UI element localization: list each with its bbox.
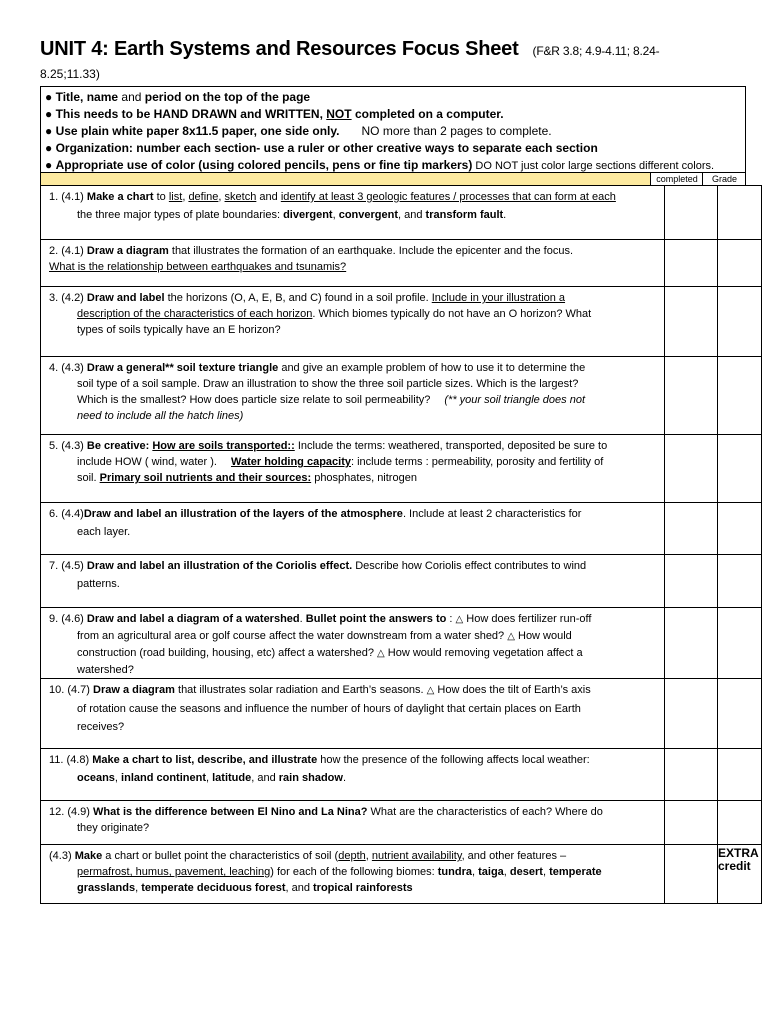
task-5: 5. (4.3) Be creative: How are soils transported:: Include the terms: weathered, transported, deposited be sure to include HOW ( wind, water ). Water holding capacity: include terms : permeability, porosity and fertility of soil. Primary soil nutrients and their sources: phosphates, nitrogen [41, 435, 665, 503]
grade-cell[interactable] [718, 503, 762, 555]
grade-cell[interactable] [718, 186, 762, 240]
table-row [41, 749, 762, 801]
task-2: 2. (4.1) Draw a diagram that illustrates the formation of an earthquake. Include the epicenter and the focus. What is the relationship between earthquakes and tsunamis? [41, 240, 665, 287]
grade-cell[interactable] [718, 555, 762, 608]
completed-cell[interactable] [665, 749, 718, 801]
title-reference: (F&R 3.8; 4.9-4.11; 8.24- [532, 44, 660, 58]
grade-cell[interactable] [718, 357, 762, 435]
header-highlight [41, 173, 650, 185]
task-7: 7. (4.5) Draw and label an illustration of the Coriolis effect. Describe how Coriolis effect contributes to wind patterns. [41, 555, 665, 608]
tasks-table [40, 185, 762, 904]
task-11: 11. (4.8) Make a chart to list, describe, and illustrate how the presence of the following affects local weather: oceans, inland continent, latitude, and rain shadow. [41, 749, 665, 801]
completed-cell[interactable] [665, 503, 718, 555]
task-3: 3. (4.2) Draw and label the horizons (O, A, E, B, and C) found in a soil profile. Include in your illustration a description of the characteristics of each horizon. Which biomes typically do not have an O horizon? What types of soils typically have an E horizon? [41, 287, 665, 357]
grade-cell[interactable] [718, 240, 762, 287]
completed-cell[interactable] [665, 555, 718, 608]
task-10: 10. (4.7) Draw a diagram that illustrates solar radiation and Earth’s seasons. △ How does the tilt of Earth’s axis of rotation cause the seasons and influence the number of hours of daylight that certain places on Earth receives? [41, 679, 665, 749]
table-row [41, 608, 762, 679]
completed-cell[interactable] [665, 801, 718, 845]
table-row [41, 845, 762, 904]
completed-cell[interactable] [665, 357, 718, 435]
task-extra: (4.3) Make a chart or bullet point the characteristics of soil (depth, nutrient availability, and other features – permafrost, humus, pavement, leaching) for each of the following biomes: tundra, taiga, desert, temperate grasslands, temperate deciduous forest, and tropical rainforests [41, 845, 665, 904]
page-title [40, 38, 740, 61]
instruction-line: ● Organization: number each section- use a ruler or other creative ways to separate each section [45, 141, 598, 155]
table-row [41, 357, 762, 435]
instruction-line: ● Appropriate use of color (using colored pencils, pens or fine tip markers) DO NOT just color large sections different colors. [45, 158, 715, 172]
task-4: 4. (4.3) Draw a general** soil texture triangle and give an example problem of how to use it to determine the soil type of a soil sample. Draw an illustration to show the three soil particle sizes. Which is the largest? Which is the smallest? How does particle size relate to soil permeability? (** your soil triangle does not need to include all the hatch lines) [41, 357, 665, 435]
instruction-line: ● Use plain white paper 8x11.5 paper, one side only. NO more than 2 pages to complete. [45, 124, 552, 138]
table-row [41, 679, 762, 749]
table-row [41, 503, 762, 555]
task-6: 6. (4.4)Draw and label an illustration of the layers of the atmosphere. Include at least 2 characteristics for each layer. [41, 503, 665, 555]
completed-cell[interactable] [665, 435, 718, 503]
table-row [41, 801, 762, 845]
extra-label: EXTRA [718, 846, 759, 860]
triangle-icon: △ [426, 685, 435, 696]
extra-credit-cell [718, 845, 762, 904]
completed-cell[interactable] [665, 679, 718, 749]
table-row [41, 186, 762, 240]
table-row [41, 435, 762, 503]
title-block [40, 38, 740, 81]
title-main: UNIT 4: Earth Systems and Resources Focus Sheet [40, 38, 519, 60]
task-9: 9. (4.6) Draw and label a diagram of a watershed. Bullet point the answers to : △ How does fertilizer run-off from an agricultural area or golf course affect the water downstream from a water shed? △ How would construction (road building, housing, etc) affect a watershed? △ How would removing vegetation affect a watershed? [41, 608, 665, 679]
grade-cell[interactable] [718, 608, 762, 679]
table-row [41, 240, 762, 287]
title-reference-continued: 8.25;11.33) [40, 67, 100, 81]
task-12: 12. (4.9) What is the difference between El Nino and La Nina? What are the characteristics of each? Where do they originate? [41, 801, 665, 845]
grade-header: Grade [702, 173, 746, 185]
instructions-box [40, 86, 746, 173]
grade-cell[interactable] [718, 287, 762, 357]
completed-cell[interactable] [665, 287, 718, 357]
table-row [41, 555, 762, 608]
completed-cell[interactable] [665, 186, 718, 240]
triangle-icon: △ [377, 648, 385, 659]
triangle-icon: △ [455, 614, 464, 625]
instruction-line: ● Title, name and period on the top of the page [45, 90, 311, 104]
table-row [41, 287, 762, 357]
grade-cell[interactable] [718, 679, 762, 749]
grade-cell[interactable] [718, 801, 762, 845]
completed-cell[interactable] [665, 845, 718, 904]
credit-label: credit [718, 859, 751, 873]
grade-cell[interactable] [718, 749, 762, 801]
instruction-line: ● This needs to be HAND DRAWN and WRITTEN, NOT completed on a computer. [45, 107, 504, 121]
completed-header: completed [650, 173, 703, 185]
grade-cell[interactable] [718, 435, 762, 503]
completed-cell[interactable] [665, 240, 718, 287]
completed-cell[interactable] [665, 608, 718, 679]
task-1: 1. (4.1) Make a chart to list, define, sketch and identify at least 3 geologic features / processes that can form at each the three major types of plate boundaries: divergent, convergent, and transform fault. [41, 186, 665, 240]
triangle-icon: △ [507, 631, 515, 642]
table-header [40, 172, 746, 186]
